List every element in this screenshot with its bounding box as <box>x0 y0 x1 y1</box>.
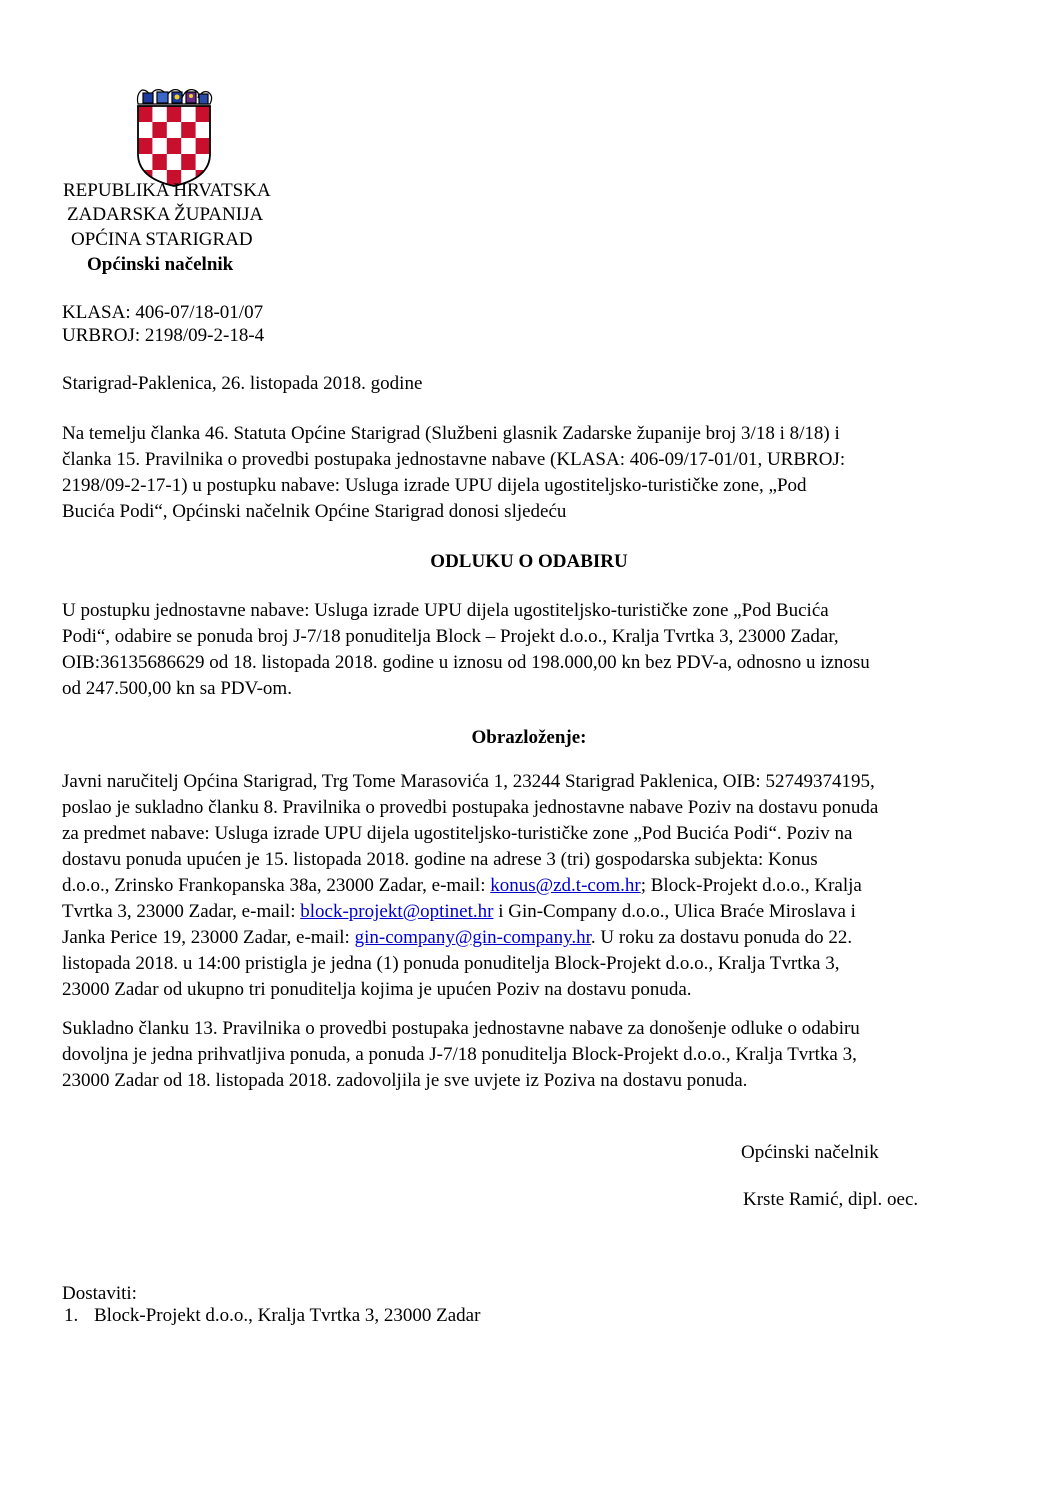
reasoning-paragraph <box>62 769 1004 1003</box>
intro-line: 2198/09-2-17-1) u postupku nabave: Usluga izrade UPU dijela ugostiteljsko-turističke zone, „Pod <box>62 475 807 496</box>
reasoning-text: Tvrtka 3, 23000 Zadar, e-mail: <box>62 901 301 922</box>
decision-line: OIB:36135686629 od 18. listopada 2018. godine u iznosu od 198.000,00 kn bez PDV-a, odnosno u iznosu <box>62 652 870 673</box>
reasoning-line: poslao je sukladno članku 8. Pravilnika o provedbi postupaka jednostavne nabave Poziv na dostavu ponuda <box>62 797 879 818</box>
reasoning-text: . U roku za dostavu ponuda do 22. <box>590 927 853 948</box>
reasoning-text: i Gin-Company d.o.o., Ulica Braće Miroslava i <box>493 901 856 922</box>
decision-line: U postupku jednostavne nabave: Usluga izrade UPU dijela ugostiteljsko-turističke zone „Pod Bucića <box>62 600 829 621</box>
intro-paragraph <box>62 421 1004 525</box>
conclusion-paragraph <box>62 1016 1004 1094</box>
reasoning-line <box>62 899 1004 925</box>
intro-line: Bucića Podi“, Općinski načelnik Općine Starigrad donosi sljedeću <box>62 501 567 522</box>
email-link-block-projekt[interactable]: block-projekt@optinet.hr <box>300 901 494 922</box>
reasoning-line: 23000 Zadar od ukupno tri ponuditelja kojima je upućen Poziv na dostavu ponuda. <box>62 979 692 1000</box>
coat-of-arms-emblem <box>128 86 220 188</box>
signature-name: Krste Ramić, dipl. oec. <box>743 1189 919 1210</box>
email-link-gin-company[interactable]: gin-company@gin-company.hr <box>354 927 591 948</box>
intro-line: članka 15. Pravilnika o provedbi postupaka jednostavne nabave (KLASA: 406-09/17-01/01, URBROJ: <box>62 449 846 470</box>
reasoning-line: listopada 2018. u 14:00 pristigla je jedna (1) ponuda ponuditelja Block-Projekt d.o.o., Kralja Tvrtka 3, <box>62 953 840 974</box>
reasoning-text: ; Block-Projekt d.o.o., Kralja <box>640 875 862 896</box>
delivery-item-text: Block-Projekt d.o.o., Kralja Tvrtka 3, 23000 Zadar <box>94 1305 481 1326</box>
decision-title: ODLUKU O ODABIRU <box>430 551 628 572</box>
urbroj-number: URBROJ: 2198/09-2-18-4 <box>62 325 265 346</box>
decision-paragraph <box>62 598 1004 702</box>
header-republic: REPUBLIKA HRVATSKA <box>63 180 271 201</box>
decision-line: Podi“, odabire se ponuda broj J-7/18 ponuditelja Block – Projekt d.o.o., Kralja Tvrtka 3, 23000 Zadar, <box>62 626 839 647</box>
intro-line: Na temelju članka 46. Statuta Općine Starigrad (Službeni glasnik Zadarske županije broj 3/18 i 8/18) i <box>62 423 840 444</box>
conclusion-line: dovoljna je jedna prihvatljiva ponuda, a ponuda J-7/18 ponuditelja Block-Projekt d.o.o., Kralja Tvrtka 3, <box>62 1044 857 1065</box>
reasoning-line <box>62 873 1004 899</box>
reasoning-line: za predmet nabave: Usluga izrade UPU dijela ugostiteljsko-turističke zone „Pod Bucića Podi“. Poziv na <box>62 823 853 844</box>
reasoning-title: Obrazloženje: <box>471 727 587 748</box>
reasoning-line <box>62 925 1004 951</box>
delivery-item-number: 1. <box>64 1305 79 1326</box>
reasoning-line: dostavu ponuda upućen je 15. listopada 2018. godine na adrese 3 (tri) gospodarska subjekta: Konus <box>62 849 818 870</box>
email-link-konus[interactable]: konus@zd.t-com.hr <box>490 875 641 896</box>
conclusion-line: 23000 Zadar od 18. listopada 2018. zadovoljila je sve uvjete iz Poziva na dostavu ponuda. <box>62 1070 748 1091</box>
decision-line: od 247.500,00 kn sa PDV-om. <box>62 678 292 699</box>
header-county: ZADARSKA ŽUPANIJA <box>67 204 264 225</box>
header-mayor: Općinski načelnik <box>87 254 234 275</box>
signature-title: Općinski načelnik <box>741 1142 879 1163</box>
reasoning-line: Javni naručitelj Općina Starigrad, Trg Tome Marasovića 1, 23244 Starigrad Paklenica, OIB: 52749374195, <box>62 771 875 792</box>
reasoning-text: Janka Perice 19, 23000 Zadar, e-mail: <box>62 927 355 948</box>
klasa-number: KLASA: 406-07/18-01/07 <box>62 302 264 323</box>
reasoning-text: d.o.o., Zrinsko Frankopanska 38a, 23000 Zadar, e-mail: <box>62 875 491 896</box>
delivery-label: Dostaviti: <box>62 1283 137 1304</box>
header-municipality: OPĆINA STARIGRAD <box>71 229 253 250</box>
place-date: Starigrad-Paklenica, 26. listopada 2018. godine <box>62 373 423 394</box>
conclusion-line: Sukladno članku 13. Pravilnika o provedbi postupaka jednostavne nabave za donošenje odluke o odabiru <box>62 1018 860 1039</box>
